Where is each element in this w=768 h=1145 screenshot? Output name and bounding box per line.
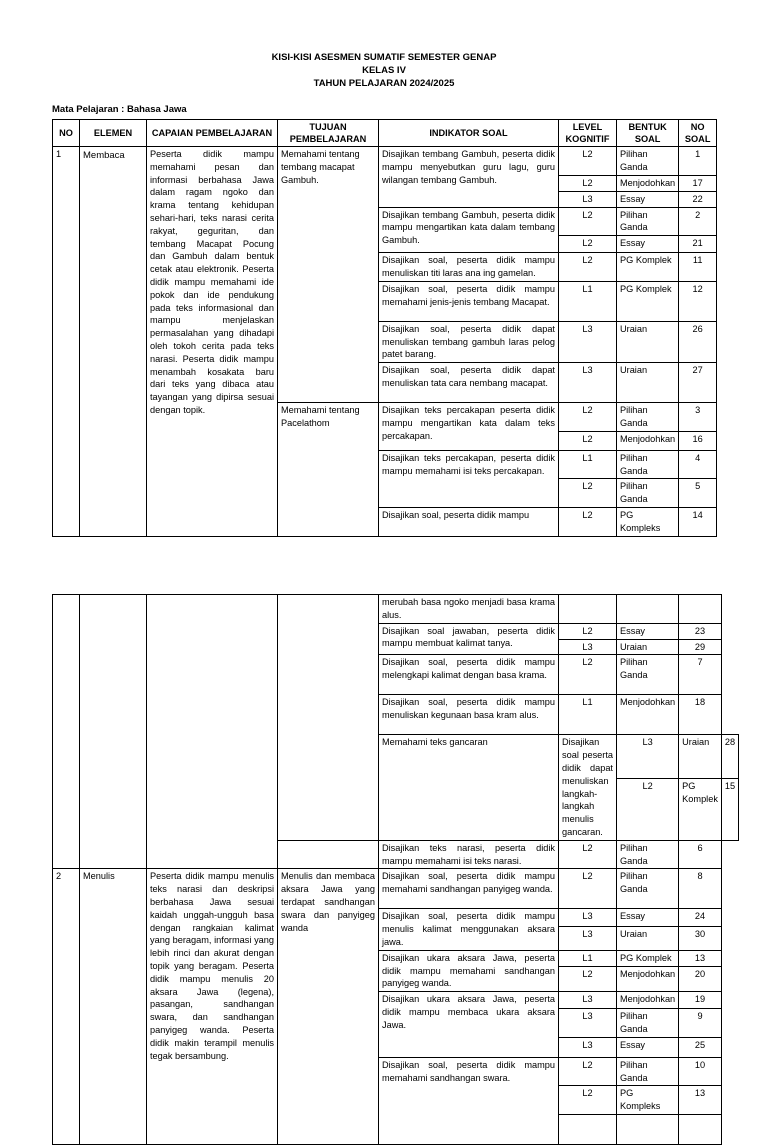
bentuk-empty xyxy=(617,1114,679,1144)
nosoal-empty xyxy=(679,595,722,624)
row-number-empty xyxy=(53,595,80,869)
bentuk-cell: Menjodohkan xyxy=(617,175,679,191)
level-cell: L2 xyxy=(559,236,617,253)
indikator-cell: Disajikan soal, peserta didik dapat menuliskan tembang gambuh laras pelog patet barang. xyxy=(379,321,559,362)
indikator-cell: Disajikan soal, peserta didik dapat menuliskan tata cara nembang macapat. xyxy=(379,363,559,403)
bentuk-cell: Pilihan Ganda xyxy=(617,403,679,432)
nosoal-cell: 5 xyxy=(679,479,717,508)
nosoal-cell: 13 xyxy=(679,1086,722,1115)
bentuk-cell: Pilihan Ganda xyxy=(617,207,679,236)
header-elemen: ELEMEN xyxy=(80,120,147,147)
bentuk-cell: Essay xyxy=(617,623,679,639)
indikator-cell: Disajikan soal, peserta didik mampu melengkapi kalimat dengan basa krama. xyxy=(379,655,559,695)
header-indikator: INDIKATOR SOAL xyxy=(379,120,559,147)
nosoal-empty xyxy=(679,1114,722,1144)
nosoal-cell: 27 xyxy=(679,363,717,403)
nosoal-cell: 21 xyxy=(679,236,717,253)
header-tujuan: TUJUAN PEMBELAJARAN xyxy=(278,120,379,147)
level-cell: L3 xyxy=(559,1009,617,1038)
indikator-cell: Disajikan soal, peserta didik mampu menulis kalimat menggunakan aksara jawa. xyxy=(379,909,559,950)
header-capaian: CAPAIAN PEMBELAJARAN xyxy=(147,120,278,147)
level-cell: L3 xyxy=(559,191,617,207)
nosoal-cell: 18 xyxy=(679,695,722,735)
level-cell: L3 xyxy=(559,927,617,950)
tujuan-cell: Memahami teks gancaran xyxy=(379,735,559,840)
element-name: Menulis xyxy=(80,869,147,1145)
nosoal-cell: 19 xyxy=(679,992,722,1009)
bentuk-cell: Pilihan Ganda xyxy=(617,840,679,869)
bentuk-cell: Pilihan Ganda xyxy=(617,1057,679,1086)
indikator-cell: Disajikan soal jawaban, peserta didik mampu membuat kalimat tanya. xyxy=(379,623,559,655)
bentuk-empty xyxy=(617,595,679,624)
tujuan-cell: Menulis dan membaca aksara Jawa yang terdapat sandhangan swara dan panyigeg wanda xyxy=(278,869,379,1145)
kisi-kisi-table-page2 xyxy=(52,594,739,1145)
nosoal-cell: 23 xyxy=(679,623,722,639)
bentuk-cell: Uraian xyxy=(679,735,722,778)
nosoal-cell: 2 xyxy=(679,207,717,236)
bentuk-cell: Uraian xyxy=(617,639,679,655)
level-cell: L2 xyxy=(559,623,617,639)
nosoal-cell: 22 xyxy=(679,191,717,207)
bentuk-cell: Uraian xyxy=(617,363,679,403)
bentuk-cell: Menjodohkan xyxy=(617,967,679,992)
nosoal-cell: 17 xyxy=(679,175,717,191)
level-cell: L2 xyxy=(559,507,617,536)
element-name: Membaca xyxy=(80,147,147,537)
level-cell: L3 xyxy=(617,735,679,778)
nosoal-cell: 29 xyxy=(679,639,722,655)
bentuk-cell: Pilihan Ganda xyxy=(617,655,679,695)
indikator-cell: Disajikan teks percakapan, peserta didik mampu memahami isi teks percakapan. xyxy=(379,450,559,507)
nosoal-cell: 24 xyxy=(679,909,722,927)
indikator-cell: Disajikan soal, peserta didik mampu memahami sandhangan panyigeg wanda. xyxy=(379,869,559,909)
bentuk-cell: PG Kompleks xyxy=(617,507,679,536)
indikator-cell: Disajikan soal, peserta didik mampu memahami jenis-jenis tembang Macapat. xyxy=(379,281,559,321)
level-cell: L2 xyxy=(559,967,617,992)
level-cell: L2 xyxy=(559,1057,617,1086)
level-cell: L2 xyxy=(617,778,679,840)
level-cell: L2 xyxy=(559,253,617,282)
level-cell: L1 xyxy=(559,450,617,479)
bentuk-cell: Uraian xyxy=(617,927,679,950)
bentuk-cell: Essay xyxy=(617,236,679,253)
nosoal-cell: 8 xyxy=(679,869,722,909)
level-cell: L2 xyxy=(559,207,617,236)
bentuk-cell: PG Komplek xyxy=(617,281,679,321)
level-cell: L2 xyxy=(559,147,617,176)
bentuk-cell: PG Komplek xyxy=(617,950,679,966)
subject-label: Mata Pelajaran : Bahasa Jawa xyxy=(52,104,187,115)
indikator-cell: merubah basa ngoko menjadi basa krama alus. xyxy=(379,595,559,624)
level-cell: L2 xyxy=(559,479,617,508)
element-empty xyxy=(80,595,147,869)
bentuk-cell: Pilihan Ganda xyxy=(617,869,679,909)
header-nosoal: NO SOAL xyxy=(679,120,717,147)
bentuk-cell: Essay xyxy=(617,191,679,207)
bentuk-cell: PG Komplek xyxy=(617,253,679,282)
tujuan-empty xyxy=(278,595,379,841)
tujuan-cell: Memahami tentang Pacelathom xyxy=(278,403,379,536)
bentuk-cell: Pilihan Ganda xyxy=(617,450,679,479)
level-cell: L2 xyxy=(559,403,617,432)
nosoal-cell: 3 xyxy=(679,403,717,432)
capaian-empty xyxy=(147,595,278,869)
level-cell: L3 xyxy=(559,909,617,927)
level-cell: L1 xyxy=(559,695,617,735)
indikator-cell: Disajikan soal, peserta didik mampu xyxy=(379,507,559,536)
nosoal-cell: 30 xyxy=(679,927,722,950)
level-cell: L1 xyxy=(559,281,617,321)
indikator-cell: Disajikan teks percakapan peserta didik mampu mengartikan kata dalam teks percakapan. xyxy=(379,403,559,451)
nosoal-cell: 14 xyxy=(679,507,717,536)
level-empty xyxy=(559,1114,617,1144)
nosoal-cell: 13 xyxy=(679,950,722,966)
indikator-cell: Disajikan tembang Gambuh, peserta didik mampu menyebutkan guru lagu, guru wilangan tembang Gambuh. xyxy=(379,147,559,208)
level-cell: L2 xyxy=(559,431,617,450)
level-cell: L3 xyxy=(559,639,617,655)
header-bentuk: BENTUK SOAL xyxy=(617,120,679,147)
bentuk-cell: PG Komplek xyxy=(679,778,722,840)
kisi-kisi-table-page1 xyxy=(52,119,717,537)
tujuan-empty xyxy=(278,840,379,869)
bentuk-cell: Menjodohkan xyxy=(617,992,679,1009)
level-cell: L1 xyxy=(559,950,617,966)
nosoal-cell: 11 xyxy=(679,253,717,282)
bentuk-cell: Pilihan Ganda xyxy=(617,1009,679,1038)
document-year: TAHUN PELAJARAN 2024/2025 xyxy=(313,78,455,89)
level-cell: L2 xyxy=(559,175,617,191)
nosoal-cell: 7 xyxy=(679,655,722,695)
nosoal-cell: 9 xyxy=(679,1009,722,1038)
tujuan-cell: Memahami tentang tembang macapat Gambuh. xyxy=(278,147,379,403)
bentuk-cell: Pilihan Ganda xyxy=(617,479,679,508)
nosoal-cell: 28 xyxy=(721,735,738,778)
bentuk-cell: Pilihan Ganda xyxy=(617,147,679,176)
bentuk-cell: PG Kompleks xyxy=(617,1086,679,1115)
indikator-cell: Disajikan tembang Gambuh, peserta didik mampu mengartikan kata dalam tembang Gambuh. xyxy=(379,207,559,253)
document-title: KISI-KISI ASESMEN SUMATIF SEMESTER GENAP xyxy=(271,52,497,63)
bentuk-cell: Uraian xyxy=(617,321,679,362)
capaian-text: Peserta didik mampu memahami pesan dan informasi berbahasa Jawa dalam ragam ngoko dan krama tentang kehidupan sehari-hari, teks narasi cerita rakyat, geguritan, dan tembang Macapat Pocung dan Gambuh dalam bentuk cetak atau elektronik. Peserta didik mampu memahami ide pokok dan ide pendukung pada teks informasional dan mampu menjelaskan permasalahan yang dihadapi oleh tokoh cerita pada teks narasi. Peserta didik mampu menambah kosakata baru dari teks yang dibaca atau tayangan yang dipirsa sesuai dengan topik. xyxy=(147,147,278,537)
indikator-cell: Disajikan soal, peserta didik mampu memahami sandhangan swara. xyxy=(379,1057,559,1144)
nosoal-cell: 16 xyxy=(679,431,717,450)
level-cell: L2 xyxy=(559,655,617,695)
level-cell: L3 xyxy=(559,363,617,403)
bentuk-cell: Menjodohkan xyxy=(617,431,679,450)
indikator-cell: Disajikan ukara aksara Jawa, peserta didik mampu membaca ukara aksara Jawa. xyxy=(379,992,559,1058)
nosoal-cell: 20 xyxy=(679,967,722,992)
header-level: LEVEL KOGNITIF xyxy=(559,120,617,147)
capaian-text: Peserta didik mampu menulis teks narasi dan deskripsi berbahasa Jawa sesuai kaidah unggah-ungguh basa dengan rangkaian kalimat yang beragam, informasi yang lebih rinci dan akurat dengan topik yang beragam. Peserta didik mampu menulis 20 aksara Jawa (legena), pasangan, sandhangan swara, dan sandhangan panyigeg wanda. Peserta didik makin terampil menulis tegak bersambung. xyxy=(147,869,278,1145)
bentuk-cell: Menjodohkan xyxy=(617,695,679,735)
nosoal-cell: 12 xyxy=(679,281,717,321)
level-cell: L3 xyxy=(559,1037,617,1057)
indikator-cell: Disajikan teks narasi, peserta didik mampu memahami isi teks narasi. xyxy=(379,840,559,869)
nosoal-cell: 15 xyxy=(721,778,738,840)
document-class: KELAS IV xyxy=(362,65,406,76)
level-empty xyxy=(559,595,617,624)
indikator-cell: Disajikan soal peserta didik dapat menuliskan langkah-langkah menulis gancaran. xyxy=(559,735,617,840)
bentuk-cell: Essay xyxy=(617,1037,679,1057)
nosoal-cell: 4 xyxy=(679,450,717,479)
nosoal-cell: 10 xyxy=(679,1057,722,1086)
row-number: 1 xyxy=(53,147,80,537)
indikator-cell: Disajikan soal, peserta didik mampu menuliskan kegunaan basa kram alus. xyxy=(379,695,559,735)
level-cell: L2 xyxy=(559,840,617,869)
header-no: NO xyxy=(53,120,80,147)
level-cell: L3 xyxy=(559,321,617,362)
level-cell: L2 xyxy=(559,869,617,909)
indikator-cell: Disajikan ukara aksara Jawa, peserta didik mampu memahami sandhangan panyigeg wanda. xyxy=(379,950,559,991)
nosoal-cell: 1 xyxy=(679,147,717,176)
level-cell: L2 xyxy=(559,1086,617,1115)
nosoal-cell: 25 xyxy=(679,1037,722,1057)
level-cell: L3 xyxy=(559,992,617,1009)
nosoal-cell: 26 xyxy=(679,321,717,362)
bentuk-cell: Essay xyxy=(617,909,679,927)
nosoal-cell: 6 xyxy=(679,840,722,869)
row-number: 2 xyxy=(53,869,80,1145)
indikator-cell: Disajikan soal, peserta didik mampu menuliskan titi laras ana ing gamelan. xyxy=(379,253,559,282)
